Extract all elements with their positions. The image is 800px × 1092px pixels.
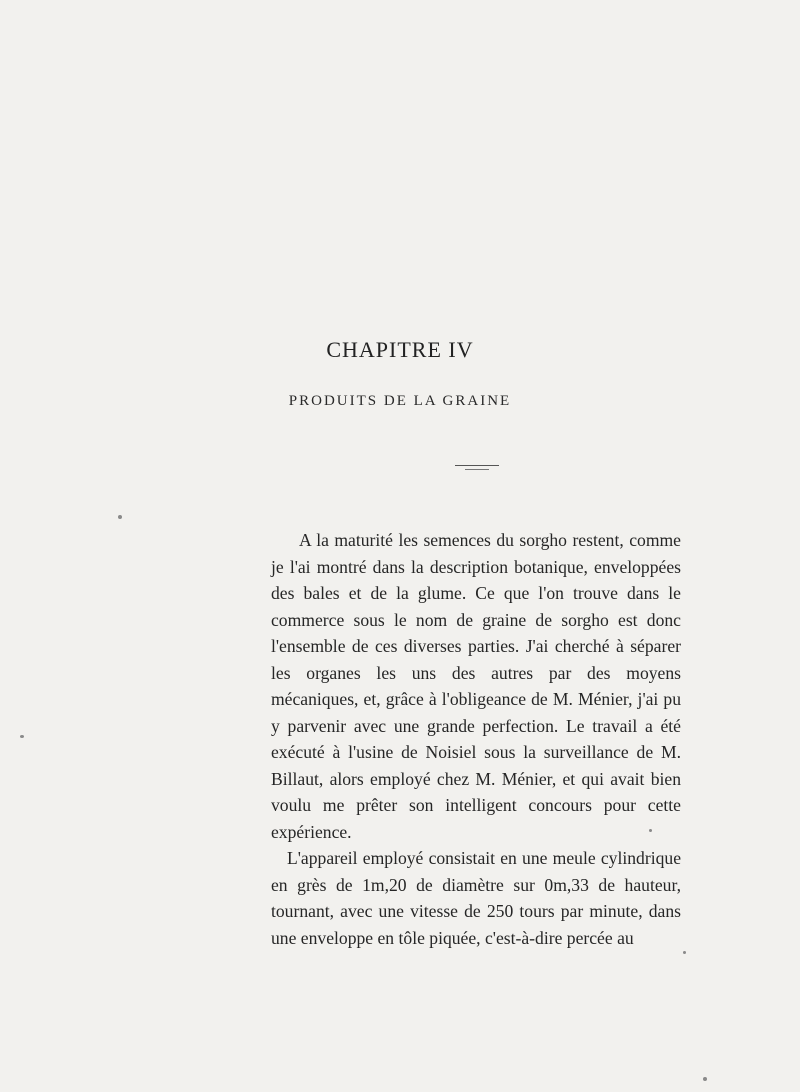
ornamental-rule-short bbox=[465, 469, 489, 470]
paper-speck bbox=[703, 1077, 707, 1081]
paper-speck bbox=[683, 951, 686, 954]
chapter-title: CHAPITRE IV bbox=[326, 337, 474, 362]
paragraph: A la maturité les semences du sorgho restent, comme je l'ai montré dans la description botanique, enveloppées des bales et de la glume. Ce que l'on trouve dans le commerce sous le nom de graine de sorgho est donc l'ensemble de ces diverses parties. J'ai cherché à séparer les organes les uns des autres par des moyens mécaniques, et, grâce à l'obligeance de M. Ménier, j'ai pu y parvenir avec une grande perfection. Le travail a été exécuté à l'usine de Noisiel sous la surveillance de M. Billaut, alors employé chez M. Ménier, et qui avait bien voulu me prêter son intelligent concours pour cette expérience. bbox=[271, 530, 681, 842]
ornamental-rule bbox=[455, 465, 499, 466]
paper-speck bbox=[20, 735, 24, 738]
paper-speck bbox=[649, 829, 652, 832]
chapter-subtitle: PRODUITS DE LA GRAINE bbox=[288, 393, 512, 409]
show-through-text bbox=[225, 175, 685, 475]
body-text bbox=[271, 527, 681, 951]
paper-speck bbox=[118, 515, 122, 519]
paragraph: L'appareil employé consistait en une meule cylindrique en grès de 1m,20 de diamètre sur 0m,33 de hauteur, tournant, avec une vitesse de 250 tours par minute, dans une enveloppe en tôle piquée, c'est-à-dire percée au bbox=[271, 848, 681, 948]
